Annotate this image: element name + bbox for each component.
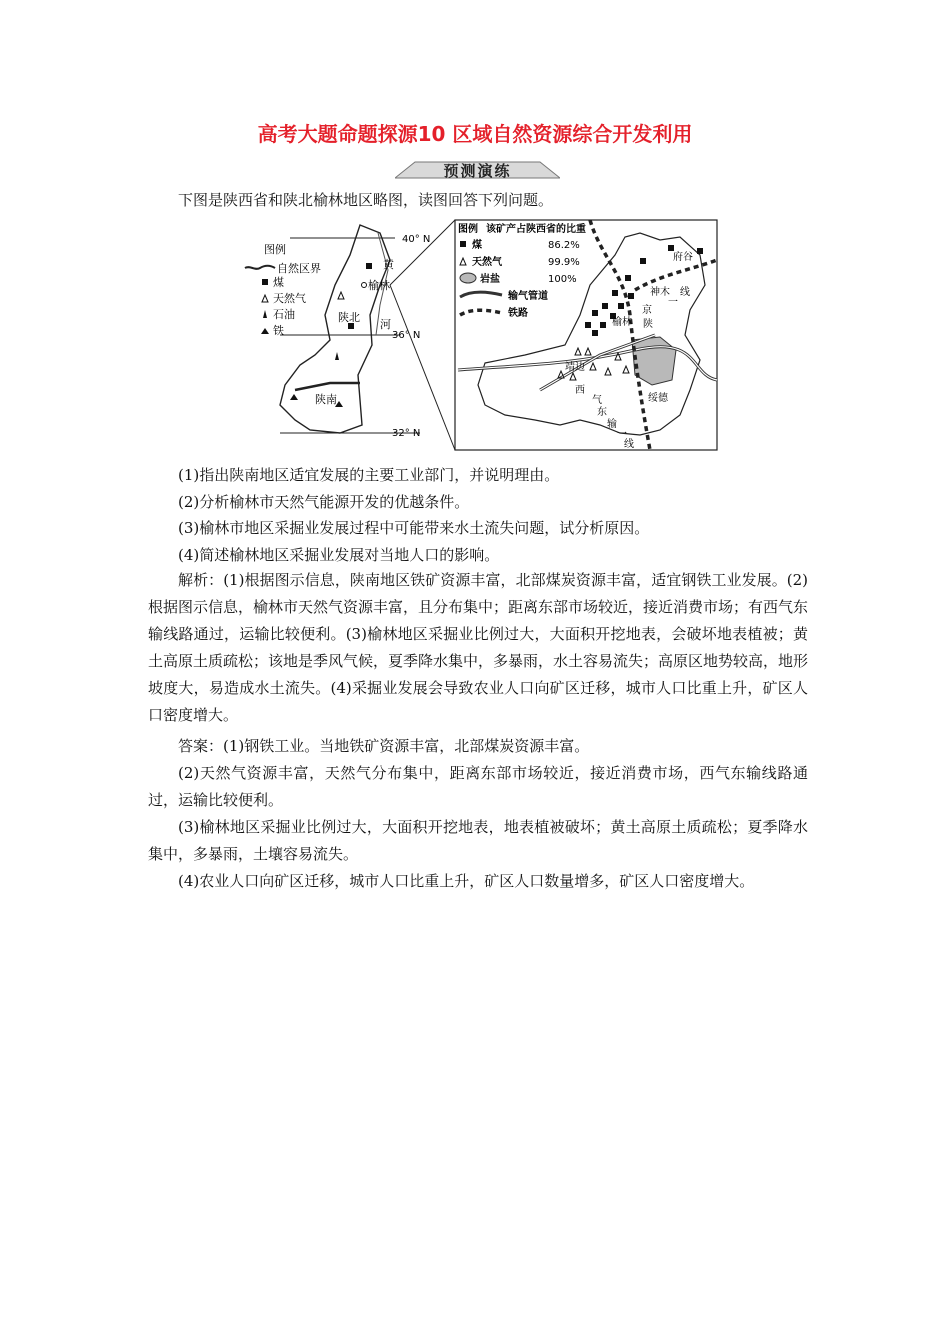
coal-symbol	[628, 293, 634, 299]
coal-symbol	[625, 275, 631, 281]
zoom-line-top	[390, 220, 455, 285]
coal-symbol	[585, 322, 591, 328]
city-jingbian-label: 靖边	[565, 362, 585, 373]
city-fugu-label: 府谷	[673, 252, 693, 263]
lat-36-label: 36° N	[392, 330, 421, 341]
question-list	[178, 462, 649, 568]
legend-coal-symbol	[262, 279, 268, 285]
pipeline-label-5: 一	[617, 429, 627, 440]
legend-boundary-line	[245, 266, 275, 269]
banner-label: 预测演练	[443, 162, 512, 180]
inset-legend-coal: 煤	[472, 240, 482, 251]
answer-item: 答案：(1)钢铁工业。当地铁矿资源丰富，北部煤炭资源丰富。	[178, 737, 590, 755]
page-title: 高考大题命题探源10 区域自然资源综合开发利用	[257, 122, 693, 146]
pipeline-label-6: 线	[624, 439, 634, 450]
coal-symbol	[592, 330, 598, 336]
coal-symbol	[366, 263, 372, 269]
inset-legend-salt-pct: 100%	[548, 274, 577, 285]
region-north-label: 陕北	[338, 311, 360, 324]
legend-coal: 煤	[273, 276, 284, 289]
inset-legend-salt: 岩盐	[480, 274, 500, 285]
lat-40-label: 40° N	[402, 234, 431, 245]
legend-iron: 铁	[273, 324, 284, 337]
legend-iron-symbol	[261, 328, 269, 334]
city-yulin-inset-label: 榆林	[612, 317, 632, 328]
inset-legend-salt-symbol	[460, 273, 476, 283]
question-item: (4)简述榆林地区采掘业发展对当地人口的影响。	[178, 545, 500, 564]
pipeline-label-2: 气	[592, 395, 602, 406]
analysis-text: 解析：(1)根据图示信息，陕南地区铁矿资源丰富，北部煤炭资源丰富，适宜钢铁工业发展。(2)根据图示信息，榆林市天然气资源丰富，且分布集中；距离东部市场较近，接近消费市场；有西气东输线路通过，运输比较便利。(3)榆林地区采掘业比例过大，大面积开挖地表，会破坏地表植被；黄土高原土质疏松；该地是季风气候，夏季降水集中，多暴雨，水土容易流失；高原区地势较高，地形坡度大，易造成水土流失。(4)采掘业发展会导致农业人口向矿区迁移，城市人口比重上升，矿区人口密度增大。	[148, 571, 809, 724]
inset-legend-pipeline: 输气管道	[508, 291, 548, 302]
coal-symbol	[640, 258, 646, 264]
answer-item: (3)榆林地区采掘业比例过大，大面积开挖地表，地表植被破坏；黄土高原土质疏松；夏季降水集中，多暴雨，土壤容易流失。	[148, 818, 808, 863]
legend-oil: 石油	[273, 308, 295, 321]
city-suide-label: 绥德	[648, 393, 668, 404]
pipeline-label-4: 输	[607, 419, 617, 430]
analysis-block	[148, 567, 808, 729]
coal-symbol	[592, 310, 598, 316]
coal-symbol	[697, 248, 703, 254]
legend-oil-symbol	[263, 310, 267, 318]
inset-legend-railway: 铁路	[508, 308, 528, 319]
answer-item: (2)天然气资源丰富，天然气分布集中，距离东部市场较近，接近消费市场，西气东输线路通过，运输比较便利。	[148, 764, 808, 809]
inset-legend-coal-pct: 86.2%	[548, 240, 580, 251]
shaanxi-map	[245, 220, 455, 450]
legend-title: 图例	[264, 243, 286, 256]
inset-legend-header: 该矿产占陕西省的比重	[486, 224, 586, 235]
question-item: (3)榆林市地区采掘业发展过程中可能带来水土流失问题，试分析原因。	[178, 519, 650, 537]
rail-shaanjing-label-2: 陕	[643, 319, 653, 330]
rail-shenmu-label-2: 一	[668, 297, 678, 308]
inset-legend-gas: 天然气	[472, 257, 502, 268]
answer-item: (4)农业人口向矿区迁移，城市人口比重上升，矿区人口数量增多，矿区人口密度增大。	[178, 872, 755, 890]
rail-shaanjing-label-1: 京	[642, 305, 652, 316]
gas-symbol	[338, 292, 344, 299]
region-south-label: 陕南	[315, 393, 337, 406]
inset-legend-title: 图例	[458, 224, 478, 235]
rail-shenmu-label-1: 神木	[650, 287, 670, 298]
coal-symbol	[612, 290, 618, 296]
section-banner	[395, 154, 560, 184]
rail-shenmu-label-3: 线	[680, 287, 690, 298]
zoom-line-bottom	[390, 285, 455, 450]
inset-legend-coal-symbol	[460, 241, 466, 247]
lat-32-label: 32° N	[392, 428, 421, 439]
natural-boundary	[295, 383, 360, 390]
question-item: (1)指出陕南地区适宜发展的主要工业部门，并说明理由。	[178, 466, 560, 484]
region-map-figure	[240, 215, 720, 455]
city-yulin-label: 榆林	[368, 279, 390, 292]
coal-symbol	[602, 303, 608, 309]
coal-symbol	[668, 245, 674, 251]
river-huang-label: 黄	[383, 258, 394, 271]
intro-text: 下图是陕西省和陕北榆林地区略图，读图回答下列问题。	[178, 191, 554, 209]
pipeline-label-3: 东	[597, 407, 607, 418]
river-he-label: 河	[380, 318, 391, 331]
iron-symbol	[290, 394, 298, 400]
oil-symbol	[335, 352, 339, 360]
yulin-dot	[362, 283, 367, 288]
pipeline-label-1: 西	[575, 385, 585, 396]
coal-symbol	[618, 303, 624, 309]
question-item: (2)分析榆林市天然气能源开发的优越条件。	[178, 492, 470, 511]
yulin-map	[455, 220, 717, 450]
legend-gas-symbol	[262, 295, 268, 302]
legend-boundary: 自然区界	[277, 262, 321, 275]
legend-gas: 天然气	[273, 292, 306, 305]
coal-symbol	[600, 322, 606, 328]
answer-block	[148, 733, 808, 895]
inset-legend-gas-pct: 99.9%	[548, 257, 580, 268]
